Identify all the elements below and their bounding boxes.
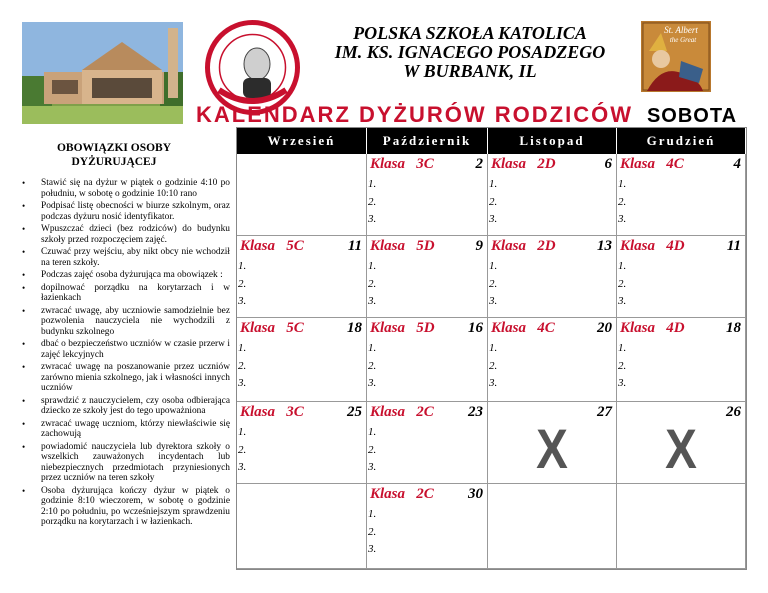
parent-slot[interactable]: 1.	[618, 178, 627, 190]
duty-item: • Podczas zajęć osoba dyżurująca ma obowiązek :	[14, 270, 230, 281]
parent-slots	[238, 340, 246, 393]
class-assignment	[370, 320, 483, 340]
parent-slots	[489, 176, 497, 229]
day-number: 6	[604, 156, 612, 172]
calendar-cell	[488, 402, 617, 484]
class-assignment	[370, 486, 483, 506]
parent-slot[interactable]: 2.	[618, 195, 627, 208]
parent-slot[interactable]: 3.	[618, 213, 627, 225]
parent-slot[interactable]: 1.	[368, 260, 377, 272]
duty-item: • powiadomić nauczyciela lub dyrektora szkoły o wszelkich zauważonych incydentach lub niebezpiecznych przedmiotach przyniesionych przez uczniów na teren szkoły	[14, 442, 230, 484]
duty-item: • sprawdzić z nauczycielem, czy osoba odbierająca dziecko ze szkoły jest do tego upoważniona	[14, 396, 230, 417]
class-label: Klasa 2D	[491, 238, 556, 254]
duties-list	[14, 178, 230, 530]
parent-slot[interactable]: 3.	[368, 377, 377, 389]
school-name-line: POLSKA SZKOŁA KATOLICA	[353, 23, 587, 43]
duty-item: • zwracać uwagę uczniom, którzy niewłaściwie się zachowują	[14, 419, 230, 440]
class-assignment	[370, 238, 483, 258]
class-assignment	[240, 238, 362, 258]
calendar-cell	[617, 154, 746, 236]
parent-slot[interactable]: 1.	[368, 342, 377, 354]
parent-slots	[618, 340, 626, 393]
calendar-cell	[237, 402, 367, 484]
parent-slot[interactable]: 3.	[618, 377, 627, 389]
day-number: 11	[347, 238, 362, 254]
duty-item: • Czuwać przy wejściu, aby nikt obcy nie wchodził na teren szkoły.	[14, 247, 230, 268]
class-label: Klasa 3C	[370, 156, 434, 172]
parent-slot[interactable]: 1.	[489, 260, 498, 272]
class-assignment	[370, 404, 483, 424]
parent-slots	[368, 506, 376, 559]
parent-slot[interactable]: 3.	[618, 295, 627, 307]
calendar-cell	[237, 484, 367, 569]
parent-slots	[368, 258, 376, 311]
parent-slot[interactable]: 3.	[368, 295, 377, 307]
day-number: 9	[475, 238, 483, 254]
day-number: 16	[468, 320, 483, 336]
month-header: Październik	[367, 128, 488, 154]
calendar-cell	[617, 402, 746, 484]
calendar-cell	[367, 402, 488, 484]
parent-slot[interactable]: 3.	[489, 213, 498, 225]
parent-slots	[368, 340, 376, 393]
class-label: Klasa 5D	[370, 320, 435, 336]
parent-slot[interactable]: 1.	[238, 260, 247, 272]
calendar-banner	[196, 102, 756, 126]
parent-slot[interactable]: 1.	[238, 426, 247, 438]
duty-item: • dbać o bezpieczeństwo uczniów w czasie przerw i zajęć lekcyjnych	[14, 339, 230, 360]
duty-item: • Wpuszczać dzieci (bez rodziców) do budynku szkoły przed rozpoczęciem zajęć.	[14, 224, 230, 245]
parent-slots	[368, 176, 376, 229]
calendar-cell	[237, 318, 367, 402]
parent-slot[interactable]: 2.	[368, 359, 377, 372]
calendar-cell	[367, 484, 488, 569]
parent-slot[interactable]: 2.	[368, 525, 377, 538]
cancelled-mark: X	[665, 417, 697, 480]
banner-title: KALENDARZ DYŻURÓW RODZICÓW	[196, 102, 633, 127]
parent-slot[interactable]: 2.	[489, 277, 498, 290]
class-label: Klasa 5C	[240, 238, 304, 254]
parent-slot[interactable]: 2.	[368, 443, 377, 456]
school-building-photo	[22, 22, 183, 124]
class-label: Klasa 5C	[240, 320, 304, 336]
saint-albert-image	[641, 21, 711, 92]
duty-item: • dopilnować porządku na korytarzach i w łazienkach	[14, 283, 230, 304]
school-logo	[205, 20, 300, 115]
duties-heading	[40, 141, 188, 169]
duty-item: • zwracać uwagę na poszanowanie przez uczniów zarówno mienia szkolnego, jak i własności innych uczniów	[14, 362, 230, 394]
calendar-cell	[617, 318, 746, 402]
parent-slot[interactable]: 3.	[489, 377, 498, 389]
class-assignment	[620, 238, 741, 258]
class-label: Klasa 4C	[620, 156, 684, 172]
parent-slot[interactable]: 3.	[368, 461, 377, 473]
parent-slot[interactable]: 2.	[618, 277, 627, 290]
parent-slot[interactable]: 1.	[238, 342, 247, 354]
class-label: Klasa 4C	[491, 320, 555, 336]
saint-caption: the Great	[669, 36, 697, 44]
day-number: 25	[347, 404, 362, 420]
parent-slots	[489, 340, 497, 393]
parent-slot[interactable]: 1.	[489, 342, 498, 354]
parent-slot[interactable]: 2.	[238, 443, 247, 456]
calendar-cell	[237, 236, 367, 318]
parent-slot[interactable]: 2.	[489, 195, 498, 208]
parent-slot[interactable]: 3.	[368, 543, 377, 555]
saint-caption: St. Albert	[664, 25, 698, 35]
day-number: 23	[468, 404, 483, 420]
calendar-cell	[488, 318, 617, 402]
parent-slot[interactable]: 3.	[368, 213, 377, 225]
school-name	[300, 24, 640, 81]
duties-heading-line: OBOWIĄZKI OSOBY	[56, 142, 172, 154]
day-number: 18	[726, 320, 741, 336]
month-header: Grudzień	[617, 128, 746, 154]
parent-slot[interactable]: 2.	[238, 359, 247, 372]
parent-slot[interactable]: 2.	[238, 277, 247, 290]
parent-slot[interactable]: 1.	[618, 342, 627, 354]
class-assignment	[620, 320, 741, 340]
calendar-cell	[617, 236, 746, 318]
class-assignment	[370, 156, 483, 176]
parent-slot[interactable]: 3.	[489, 295, 498, 307]
duty-item: • Podpisać listę obecności w biurze szkolnym, oraz podczas dyżuru nosić identyfikator.	[14, 201, 230, 222]
class-label: Klasa 2C	[370, 486, 434, 502]
parent-slot[interactable]: 2.	[489, 359, 498, 372]
parent-slots	[618, 258, 626, 311]
duty-item: • zwracać uwagę, aby uczniowie samodzielnie bez pozwolenia nauczyciela nie wychodzili z budynku szkolnego	[14, 306, 230, 338]
class-label: Klasa 5D	[370, 238, 435, 254]
day-number: 20	[597, 320, 612, 336]
parent-slot[interactable]: 1.	[489, 178, 498, 190]
duty-item: • Osoba dyżurująca kończy dyżur w piątek o godzinie 8:10 wieczorem, w sobotę o godzinie 2:10 po południu, po wcześniejszym sprawdzeniu porządku na korytarzach i w łazienkach.	[14, 486, 230, 528]
calendar-cell	[488, 484, 617, 569]
class-assignment	[240, 320, 362, 340]
school-name-line: IM. KS. IGNACEGO POSADZEGO	[334, 42, 606, 62]
class-label: Klasa 3C	[240, 404, 304, 420]
parent-slots	[618, 176, 626, 229]
class-label: Klasa 2C	[370, 404, 434, 420]
calendar-cell	[617, 484, 746, 569]
day-number: 2	[475, 156, 483, 172]
calendar-cell	[367, 318, 488, 402]
day-number: 26	[726, 404, 741, 420]
parent-slot[interactable]: 3.	[238, 295, 247, 307]
day-number: 13	[597, 238, 612, 254]
month-header: Wrzesień	[237, 128, 367, 154]
cancelled-mark: X	[536, 417, 568, 480]
class-label: Klasa 2D	[491, 156, 556, 172]
parent-slot[interactable]: 1.	[368, 178, 377, 190]
duties-heading-line: DYŻURUJĄCEJ	[71, 156, 157, 168]
parent-slots	[238, 258, 246, 311]
class-label: Klasa 4D	[620, 320, 685, 336]
parent-slot[interactable]: 2.	[618, 359, 627, 372]
class-assignment	[240, 404, 362, 424]
class-assignment	[491, 320, 612, 340]
day-number: 4	[733, 156, 741, 172]
class-assignment	[491, 238, 612, 258]
parent-slot[interactable]: 2.	[368, 195, 377, 208]
parent-slot[interactable]: 1.	[368, 426, 377, 438]
day-number: 27	[597, 404, 612, 420]
banner-day: SOBOTA	[646, 105, 738, 127]
parent-slot[interactable]: 3.	[238, 461, 247, 473]
duty-calendar	[236, 127, 747, 570]
class-label: Klasa 4D	[620, 238, 685, 254]
class-assignment	[491, 156, 612, 176]
calendar-cell	[488, 154, 617, 236]
parent-slots	[489, 258, 497, 311]
parent-slot[interactable]: 3.	[238, 377, 247, 389]
parent-slots	[368, 424, 376, 477]
day-number: 11	[726, 238, 741, 254]
month-header: Listopad	[488, 128, 617, 154]
parent-slot[interactable]: 2.	[368, 277, 377, 290]
calendar-cell	[367, 154, 488, 236]
school-name-line: W BURBANK, IL	[403, 61, 537, 81]
parent-slot[interactable]: 1.	[618, 260, 627, 272]
class-assignment	[620, 156, 741, 176]
parent-slots	[238, 424, 246, 477]
duty-item: • Stawić się na dyżur w piątek o godzinie 4:10 po południu, w sobotę o godzinie 10:10 rano	[14, 178, 230, 199]
parent-slot[interactable]: 1.	[368, 508, 377, 520]
calendar-cell	[237, 154, 367, 236]
day-number: 18	[347, 320, 362, 336]
calendar-cell	[488, 236, 617, 318]
day-number: 30	[468, 486, 483, 502]
calendar-cell	[367, 236, 488, 318]
